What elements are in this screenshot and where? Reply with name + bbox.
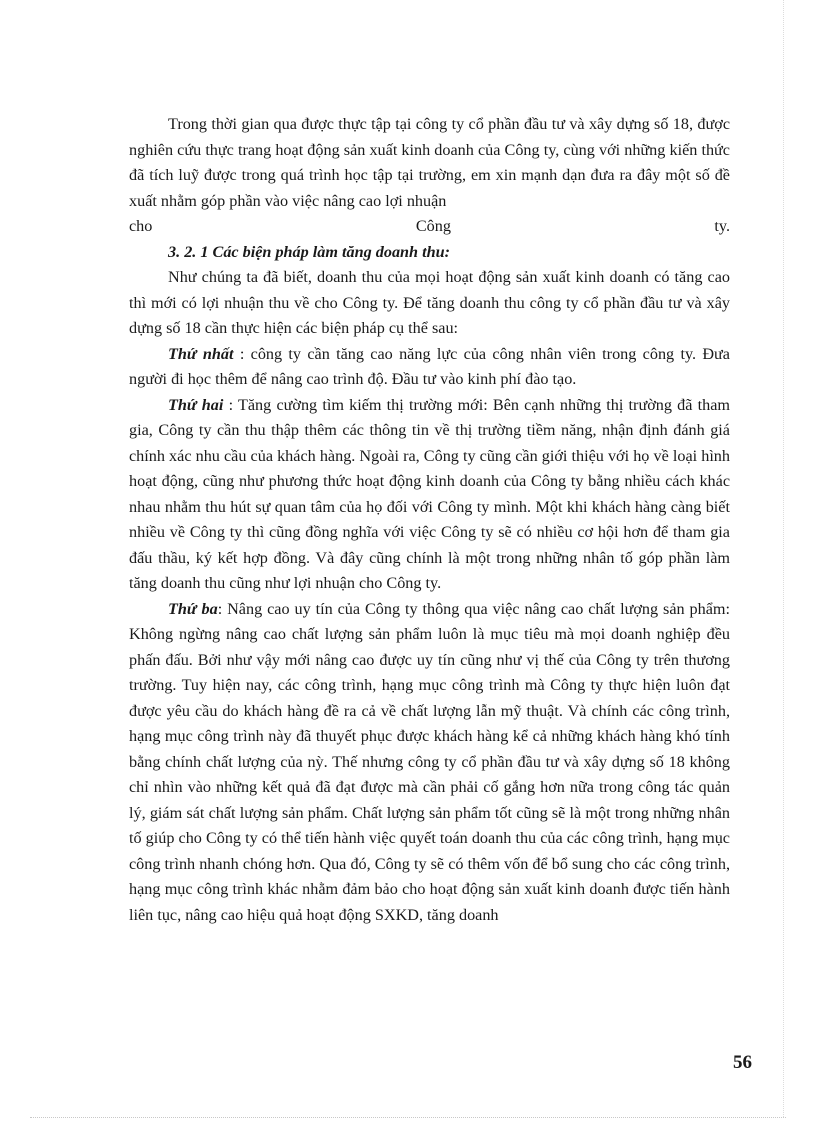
intro-text: Trong thời gian qua được thực tập tại công ty cổ phần đầu tư và xây dựng số 18, được nghiên cứu thực trang hoạt động sản xuất kinh doanh của Công ty, cùng với những kiến thức đã tích luỹ được trong quá trình học tập tại trường, em xin mạnh dạn đưa ra đây một số đề xuất nhằm góp phần vào việc nâng cao lợi nhuận (129, 115, 730, 210)
measure-paragraph-2 (129, 393, 730, 597)
page-number: 56 (733, 1052, 752, 1073)
measure-lead-3: Thứ ba (168, 599, 218, 618)
measure-text-3: : Nâng cao uy tín của Công ty thông qua việc nâng cao chất lượng sản phẩm: Không ngừng nâng cao chất lượng sản phẩm luôn là mục tiêu mà mọi doanh nghiệp đều phấn đấu. Bởi như vậy mới nâng cao được uy tín cũng như vị thế của Công ty trên thương trường. Tuy hiện nay, các công trình, hạng mục công trình mà Công ty thực hiện luôn đạt được yêu cầu do khách hàng đề ra cả về chất lượng lẫn mỹ thuật. Và chính các công trình, hạng mục công trình này đã thuyết phục được khách hàng kể cả những khách hàng khó tính bằng chính chất lượng của nỳ. Thế nhưng công ty cổ phần đầu tư và xây dựng số 18 không chỉ nhìn vào những kết quả đã đạt được mà cần phải cố gắng hơn nữa trong công tác quản lý, giám sát chất lượng sản phẩm. Chất lượng sản phẩm tốt cũng sẽ là một trong những nhân tố giúp cho Công ty có thể tiến hành việc quyết toán doanh thu của các công trình, hạng mục công trình nhanh chóng hơn. Qua đó, Công ty sẽ có thêm vốn để bổ sung cho các công trình, hạng mục công trình khác nhằm đảm bảo cho hoạt động sản xuất kinh doanh được tiến hành liên tục, nâng cao hiệu quả hoạt động SXKD, tăng doanh (129, 599, 730, 924)
measure-lead-1: Thứ nhất (168, 344, 234, 363)
right-page-border (783, 0, 784, 1117)
general-paragraph: Như chúng ta đã biết, doanh thu của mọi hoạt động sản xuất kinh doanh có tăng cao thì mới có lợi nhuận thu về cho Công ty. Để tăng doanh thu công ty cổ phần đầu tư và xây dựng số 18 cần thực hiện các biện pháp cụ thể sau: (129, 268, 730, 337)
measure-lead-2: Thứ hai (168, 395, 224, 414)
section-heading: 3. 2. 1 Các biện pháp làm tăng doanh thu: (168, 242, 450, 261)
bottom-page-border (30, 1117, 786, 1118)
intro-last-line (129, 214, 730, 240)
measure-text-2: : Tăng cường tìm kiếm thị trường mới: Bên cạnh những thị trường đã tham gia, Công ty cần thu thập thêm các thông tin về thị trường tiềm năng, nhận định đánh giá chính xác nhu cầu của khách hàng. Ngoài ra, Công ty cũng cần giới thiệu với họ về loại hình hoạt động, cũng như phương thức hoạt động kinh doanh của Công ty bằng nhiều cách khác nhau nhằm thu hút sự quan tâm của họ đối với Công ty mình. Một khi khách hàng càng biết nhiều về Công ty thì cũng đồng nghĩa với việc Công ty sẽ có nhiều cơ hội hơn để tham gia đấu thầu, ký kết hợp đồng. Và đây cũng chính là một trong những nhân tố góp phần làm tăng doanh thu cũng như lợi nhuận cho Công ty. (129, 395, 730, 592)
intro-last-word-1: cho (129, 217, 153, 235)
measure-paragraph-3 (129, 597, 730, 929)
intro-last-word-2: Công (415, 217, 451, 235)
intro-paragraph (129, 112, 730, 214)
intro-last-word-3: ty. (714, 217, 730, 235)
measure-paragraph-1 (129, 342, 730, 393)
body-text (129, 112, 730, 928)
measure-text-1: : công ty cần tăng cao năng lực của công nhân viên trong công ty. Đưa người đi học thêm để nâng cao trình độ. Đầu tư vào kinh phí đào tạo. (129, 344, 730, 388)
